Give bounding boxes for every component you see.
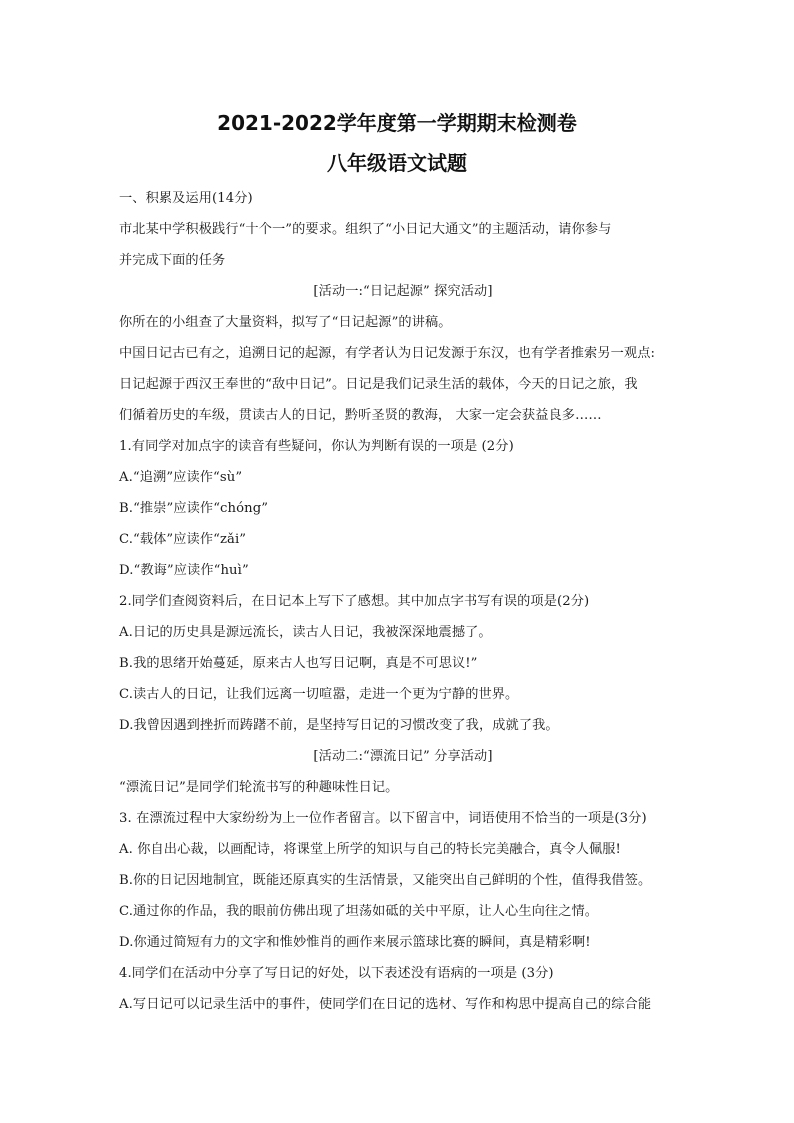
question-1-option-b: B.“推崇”应读作“chóng” [119,501,269,516]
activity-two-heading: [活动二:“漂流日记” 分享活动] [313,749,493,764]
paragraph-line: 中国日记古已有之，追溯日记的起源，有学者认为日记发源于东汉，也有学者推索另一观点: [119,346,656,361]
question-2-option-c: C.读古人的日记，让我们远离一切喧嚣，走进一个更为宁静的世界。 [119,687,519,702]
question-2: 2.同学们查阅资料后，在日记本上写下了感想。其中加点字书写有误的项是(2分) [119,594,590,609]
question-3-option-c: C.通过你的作品，我的眼前仿佛出现了坦荡如砥的关中平原，让人心生向往之情。 [119,904,599,919]
question-3-option-a: A. 你自出心裁，以画配诗，将课堂上所学的知识与自己的特长完美融合，真令人佩服! [119,842,621,857]
paragraph-line: 们循着历史的车级，贯读古人的日记，黔听圣贤的教海， 大家一定会获益良多…… [119,408,602,423]
intro-paragraph-line: 并完成下面的任务 [119,253,226,268]
paragraph-line: “漂流日记”是同学们轮流书写的种趣味性日记。 [119,780,399,795]
activity-one-heading: [活动一:“日记起源” 探究活动] [313,284,493,299]
question-2-option-d: D.我曾因遇到挫折而踌躇不前，是坚持写日记的习惯改变了我，成就了我。 [119,718,559,733]
question-1: 1.有同学对加点字的读音有些疑问，你认为判断有误的一项是 (2分) [119,439,514,454]
question-1-option-d: D.“教诲”应读作“huì” [119,563,249,578]
question-2-option-b: B.我的思绪开始蔓延，原来古人也写日记啊，真是不可思议!” [119,656,478,671]
exam-title: 2021-2022学年度第一学期期末检测卷 [217,111,577,135]
question-3-option-b: B.你的日记因地制宜，既能还原真实的生活情景，又能突出自己鲜明的个性，值得我借签。 [119,873,652,888]
exam-body [119,183,687,1020]
paragraph-line: 日记起源于西汉王奉世的“敌中日记”。日记是我们记录生活的载体，今天的日记之旅，我 [119,377,638,392]
question-2-option-a: A.日记的历史具是源远流长，读古人日记，我被深深地震撼了。 [119,625,492,640]
question-3-option-d: D.你通过简短有力的文字和惟妙惟肖的画作来展示篮球比赛的瞬间，真是精彩啊! [119,935,591,950]
question-3: 3. 在漂流过程中大家纷纷为上一位作者留言。以下留言中，词语使用不恰当的一项是(3分) [119,811,647,826]
section-heading: 一、积累及运用(14分) [119,191,253,206]
question-1-option-c: C.“载体”应读作“zǎi” [119,532,247,547]
question-1-option-a: A.“追溯”应读作“sù” [119,470,243,485]
exam-subtitle: 八年级语文试题 [327,151,467,175]
question-4: 4.同学们在活动中分享了写日记的好处，以下表述没有语病的一项是 (3分) [119,966,554,981]
question-4-option-a: A.写日记可以记录生活中的事件，使同学们在日记的选材、写作和构思中提高自己的综合能 [119,997,652,1012]
paragraph-line: 你所在的小组查了大量资料，拟写了“日记起源”的讲稿。 [119,315,452,330]
intro-paragraph-line: 市北某中学积极践行“十个一”的要求。组织了“小日记大通文”的主题活动，请你参与 [119,222,612,237]
